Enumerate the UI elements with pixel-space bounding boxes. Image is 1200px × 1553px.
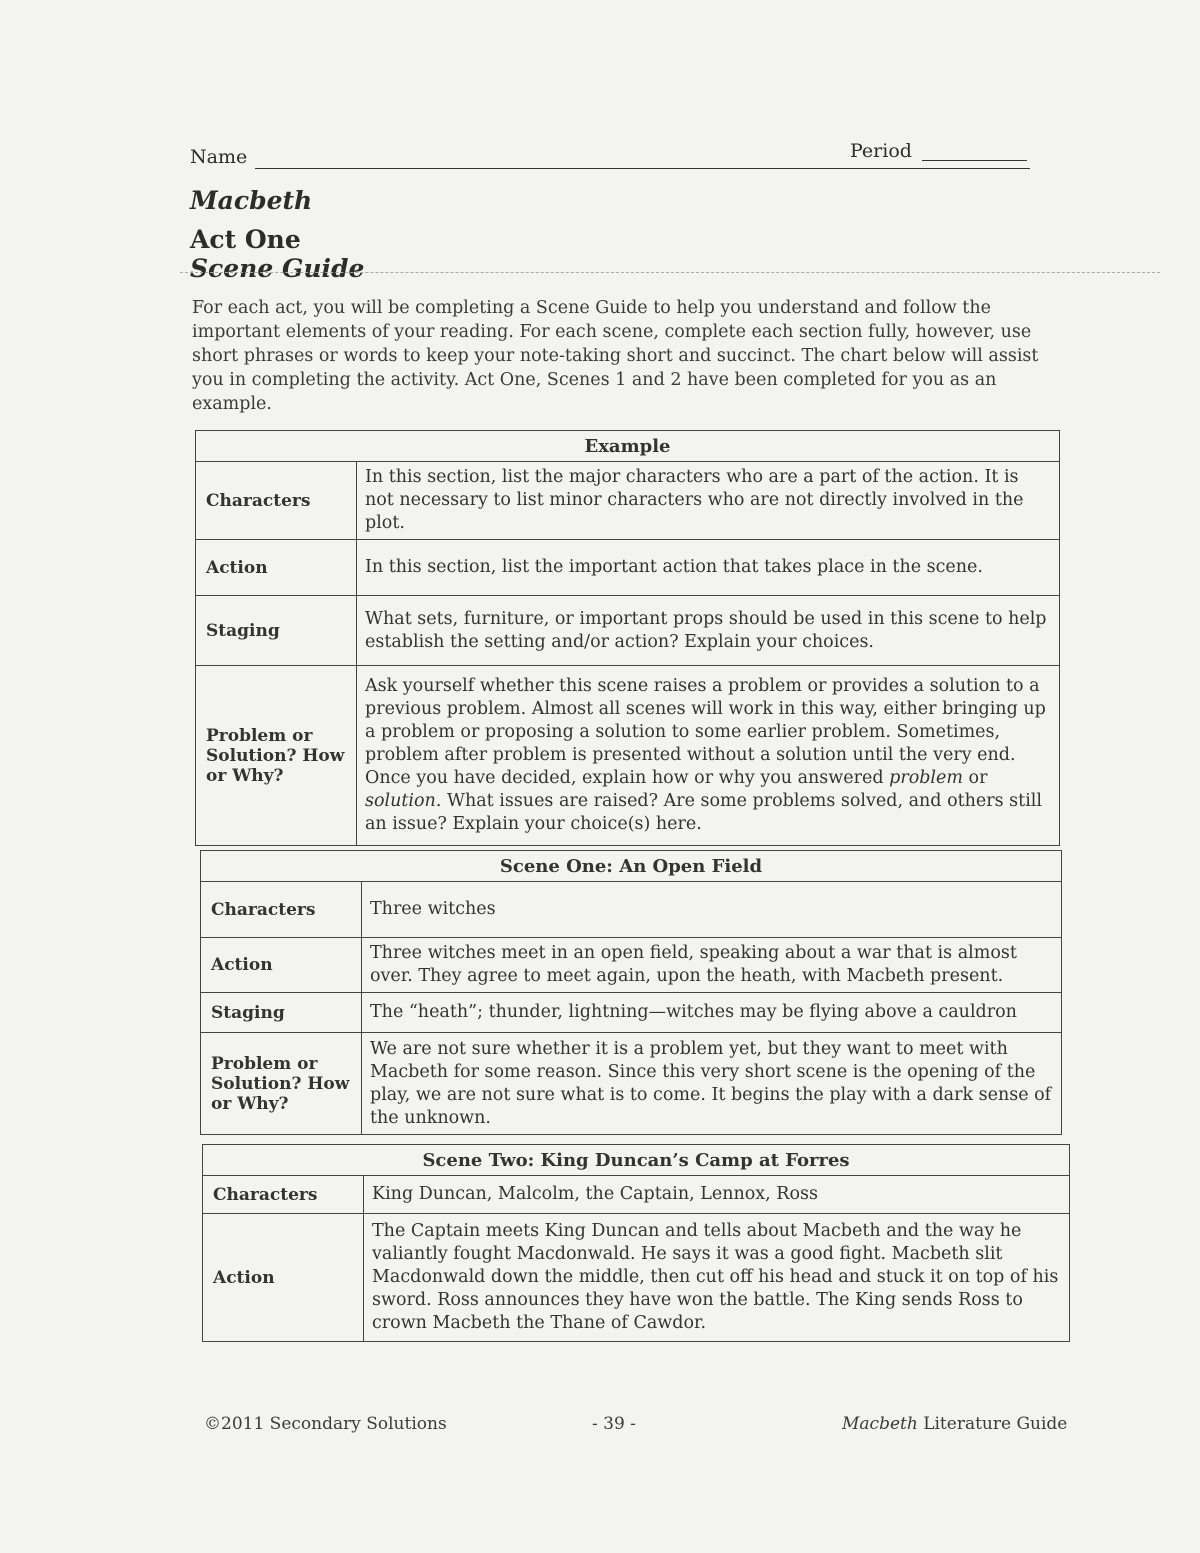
row-label: Action [201, 938, 362, 993]
solution-emphasis: solution [365, 791, 436, 811]
table-row [196, 462, 1060, 540]
row-label: Characters [201, 882, 362, 938]
row-content [357, 666, 1060, 846]
heading-divider [180, 272, 1160, 273]
row-label: Problem or Solution? How or Why? [201, 1033, 362, 1135]
row-label: Staging [196, 596, 357, 666]
name-label: Name [190, 146, 248, 168]
table-row [196, 666, 1060, 846]
example-table [195, 430, 1060, 846]
scene-two-table [202, 1144, 1070, 1342]
scene-guide-heading: Scene Guide [190, 254, 365, 283]
guide-title-footer [842, 1414, 1067, 1434]
table-row [201, 993, 1062, 1033]
problem-text-mid: or [962, 768, 988, 788]
scene-one-table [200, 850, 1062, 1135]
row-content: In this section, list the major characters who are a part of the action. It is not necessary to list minor characters who are not directly involved in the plot. [357, 462, 1060, 540]
act-heading: Act One [190, 225, 301, 254]
row-label: Staging [201, 993, 362, 1033]
row-content: Three witches [362, 882, 1062, 938]
document-title: Macbeth [190, 186, 313, 215]
table-row [201, 1033, 1062, 1135]
row-content: Three witches meet in an open field, speaking about a war that is almost over. They agree to meet again, upon the heath, with Macbeth present. [362, 938, 1062, 993]
table-row [196, 540, 1060, 596]
scene-one-heading: Scene One: An Open Field [201, 851, 1062, 882]
row-content: We are not sure whether it is a problem yet, but they want to meet with Macbeth for some reason. Since this very short scene is the opening of the play, we are not sure what is to come. It begins the play with a dark sense of the unknown. [362, 1033, 1062, 1135]
problem-text-end: . What issues are raised? Are some problems solved, and others still an issue? Explain your choice(s) here. [365, 791, 1042, 834]
table-row [203, 1214, 1070, 1342]
row-label: Characters [203, 1176, 364, 1214]
copyright-footer: ©2011 Secondary Solutions [204, 1414, 447, 1434]
name-blank-line [255, 168, 1030, 169]
row-label: Problem or Solution? How or Why? [196, 666, 357, 846]
row-label: Characters [196, 462, 357, 540]
row-content: In this section, list the important action that takes place in the scene. [357, 540, 1060, 596]
problem-text-start: Ask yourself whether this scene raises a problem or provides a solution to a previous problem. Almost all scenes will work in this way, either bringing up a problem or proposing a solution to some earlier problem. Sometimes, problem after problem is presented without a solution until the very end. Once you have decided, explain how or why you answered [365, 676, 1046, 788]
guide-title-rest: Literature Guide [917, 1414, 1068, 1434]
row-content: What sets, furniture, or important props should be used in this scene to help establish the setting and/or action? Explain your choices. [357, 596, 1060, 666]
table-row [203, 1176, 1070, 1214]
row-content: The Captain meets King Duncan and tells about Macbeth and the way he valiantly fought Macdonwald. He says it was a good fight. Macbeth slit Macdonwald down the middle, then cut off his head and stuck it on top of his sword. Ross announces they have won the battle. The King sends Ross to crown Macbeth the Thane of Cawdor. [364, 1214, 1070, 1342]
row-content: The “heath”; thunder, lightning—witches may be flying above a cauldron [362, 993, 1062, 1033]
guide-title-italic: Macbeth [842, 1414, 918, 1434]
name-period-row [190, 140, 1030, 170]
example-heading: Example [196, 431, 1060, 462]
period-blank-line [922, 160, 1027, 161]
period-label: Period [850, 140, 912, 162]
row-content: King Duncan, Malcolm, the Captain, Lennox, Ross [364, 1176, 1070, 1214]
intro-paragraph: For each act, you will be completing a Scene Guide to help you understand and follow the important elements of your reading. For each scene, complete each section fully, however, use short phrases or words to keep your note-taking short and succinct. The chart below will assist you in completing the activity. Act One, Scenes 1 and 2 have been completed for you as an example. [192, 298, 1039, 414]
row-label: Action [203, 1214, 364, 1342]
row-label: Action [196, 540, 357, 596]
problem-emphasis: problem [889, 768, 963, 788]
table-row [201, 882, 1062, 938]
scene-two-heading: Scene Two: King Duncan’s Camp at Forres [203, 1145, 1070, 1176]
table-row [196, 596, 1060, 666]
table-row [201, 938, 1062, 993]
page-number: - 39 - [592, 1414, 636, 1434]
